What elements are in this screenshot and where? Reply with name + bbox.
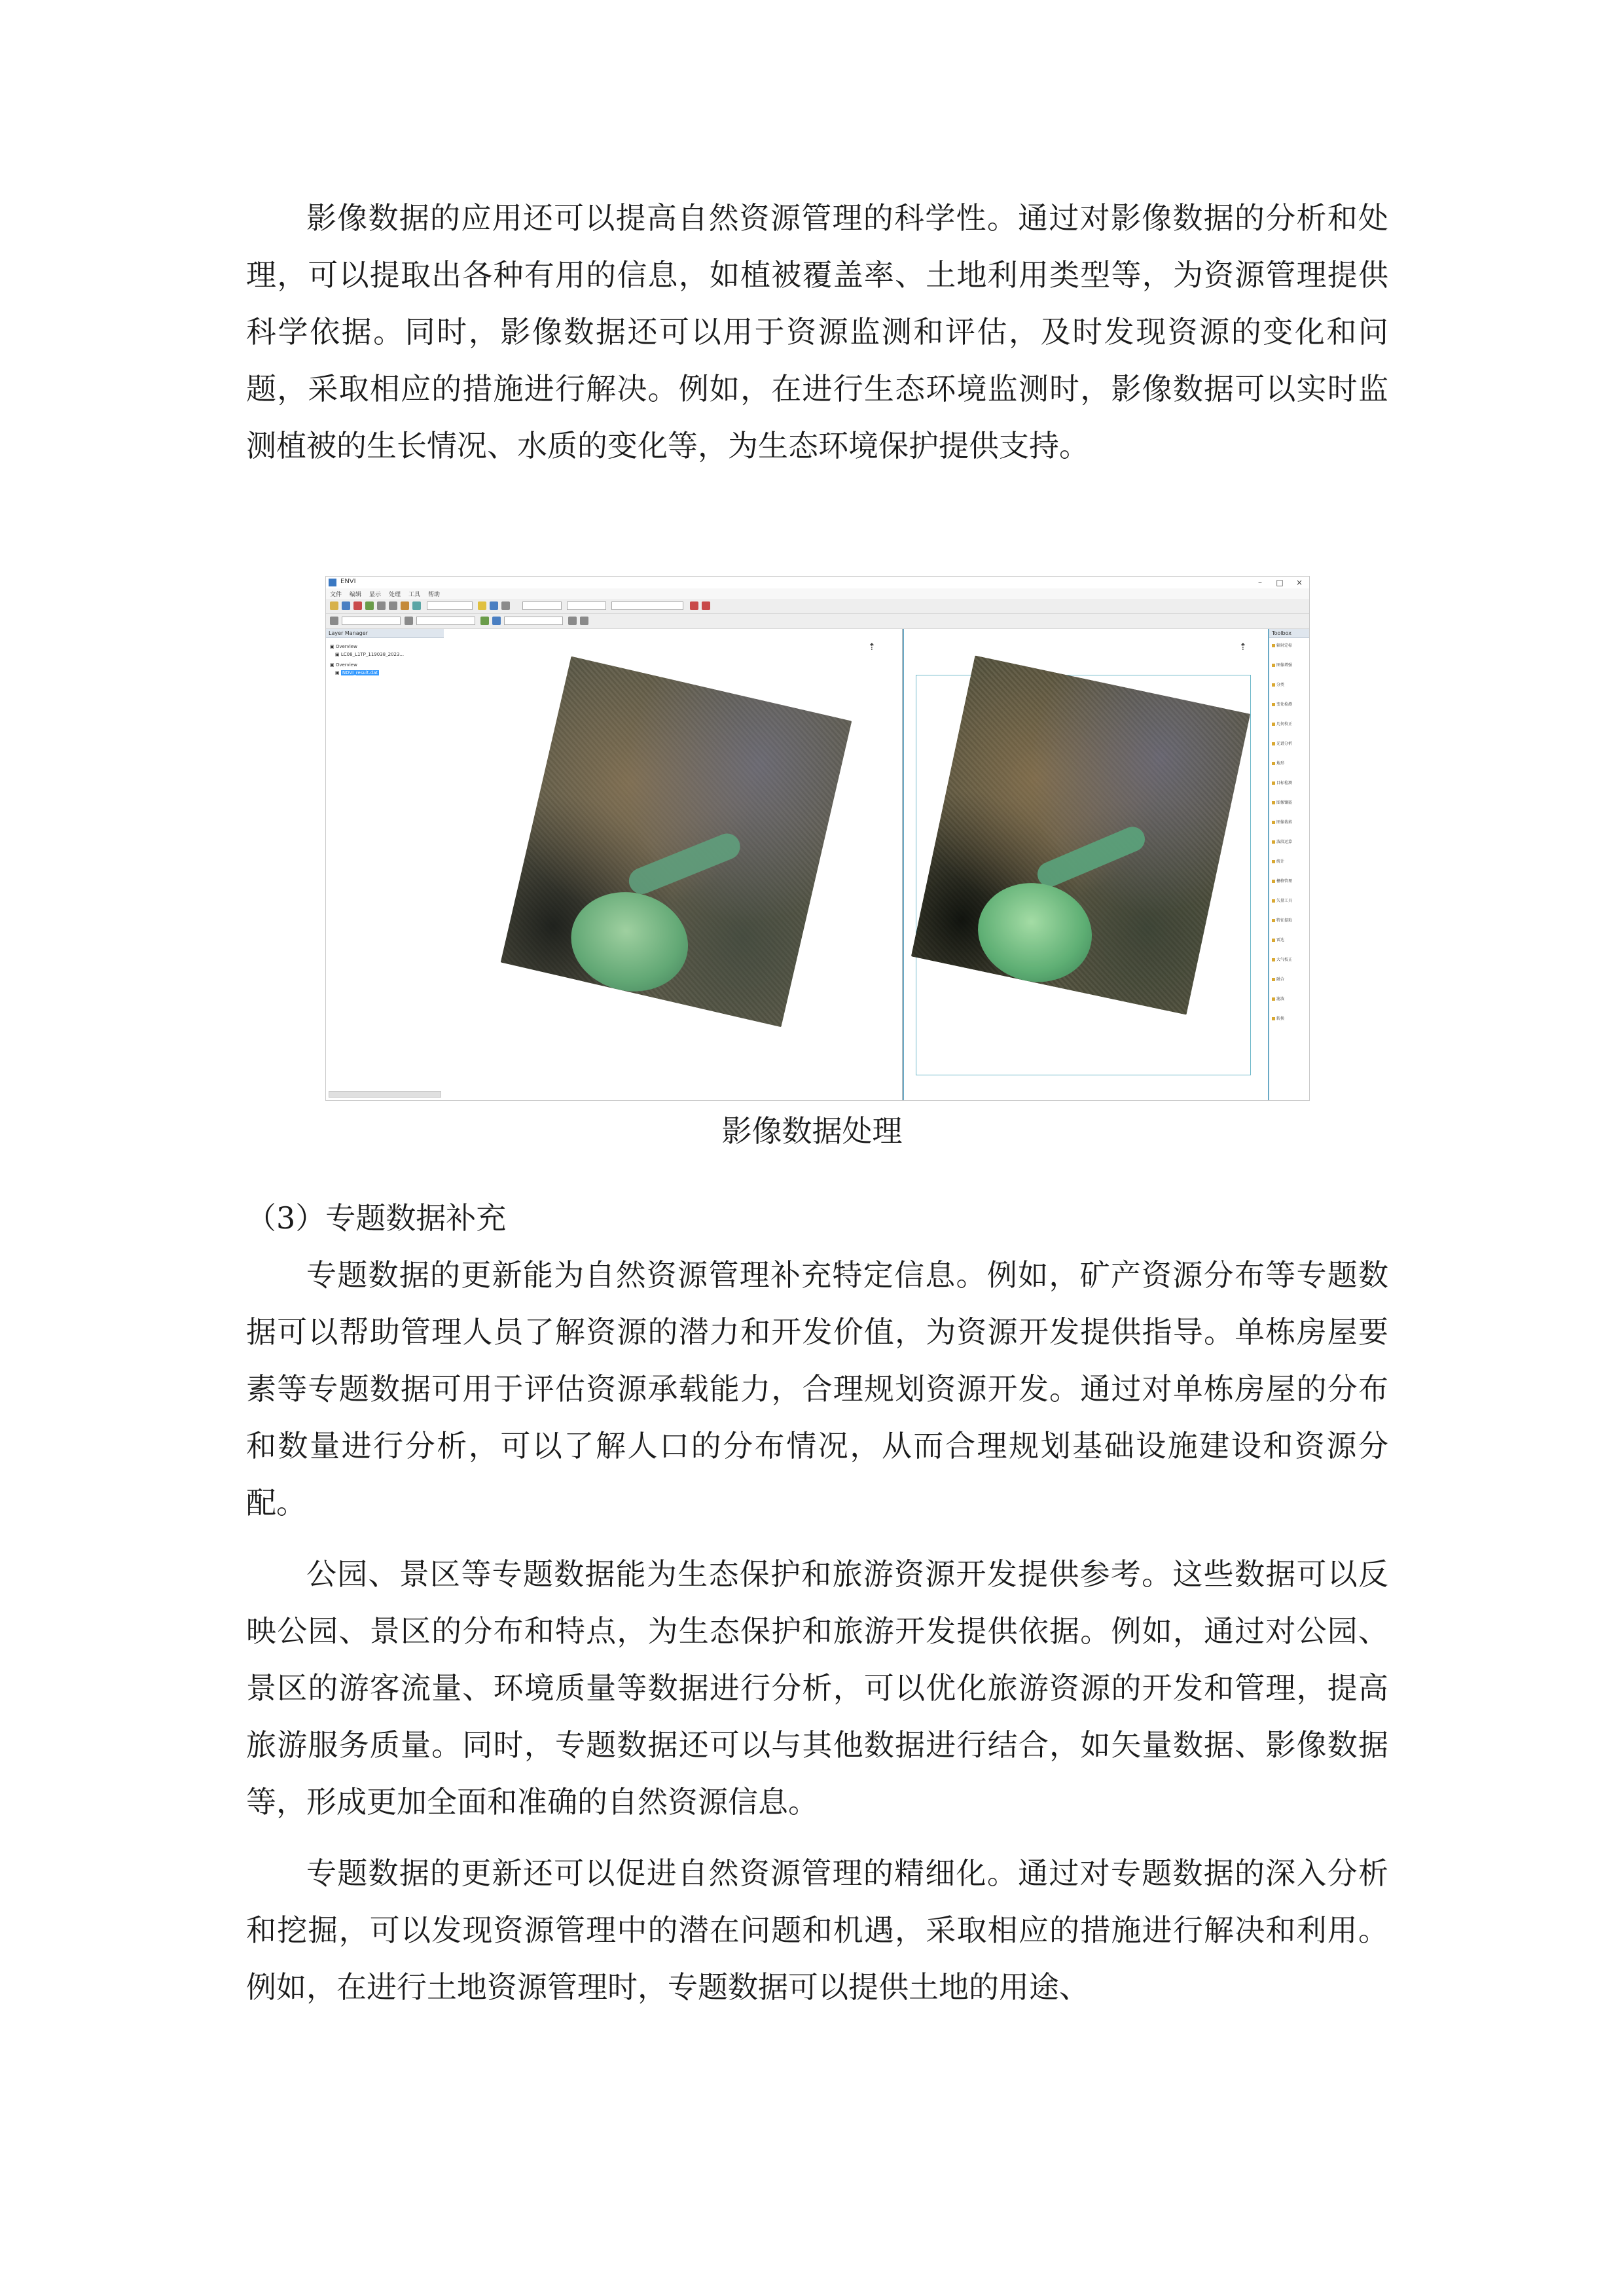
body-text-bottom (246, 1247, 1388, 2030)
toolbox-item-label: 目标检测 (1276, 781, 1293, 785)
toolbox-item[interactable] (1272, 683, 1284, 687)
toolbox-item[interactable] (1272, 840, 1292, 844)
toolbox-item[interactable] (1272, 977, 1284, 982)
toolbox-item[interactable] (1272, 918, 1292, 923)
toolbox-item[interactable] (1272, 781, 1292, 785)
folder-icon (1272, 683, 1275, 687)
toolbox-item[interactable] (1272, 643, 1292, 648)
window-title: ENVI (340, 578, 356, 585)
chip-icon[interactable] (568, 617, 577, 625)
folder-icon (1272, 899, 1275, 903)
horizontal-scrollbar[interactable] (329, 1091, 441, 1098)
menu-item[interactable]: 编辑 (350, 592, 362, 598)
transparency-slider[interactable] (504, 617, 563, 625)
brightness-icon[interactable] (330, 617, 338, 625)
menu-item[interactable]: 文件 (330, 592, 342, 598)
toolbox-item-label: 地形 (1276, 761, 1285, 766)
toolbox-item[interactable] (1272, 800, 1292, 805)
portal-icon[interactable] (580, 617, 588, 625)
menu-bar (326, 588, 1309, 599)
folder-icon (1272, 742, 1275, 745)
maximize-icon[interactable]: □ (1276, 578, 1284, 587)
menu-item[interactable]: 显示 (369, 592, 382, 598)
layer-icon[interactable] (490, 601, 498, 610)
toolbar-display (326, 614, 1309, 629)
toolbox-item[interactable] (1272, 742, 1292, 746)
stop-icon[interactable] (690, 601, 698, 610)
layer-item[interactable]: ▣ Overview (330, 644, 357, 649)
body-text-top (246, 190, 1388, 489)
toolbar-main (326, 599, 1309, 614)
layer-item[interactable]: ▣ LC08_L1TP_119038_2023... (335, 652, 405, 657)
toolbox-item-label: 转换 (1276, 1016, 1285, 1021)
app-icon (329, 579, 336, 586)
layer-item[interactable]: ▣ Overview (330, 662, 357, 668)
folder-icon (1272, 723, 1275, 726)
sharpen-icon[interactable] (480, 617, 489, 625)
toolbox-item[interactable] (1272, 899, 1292, 903)
toolbox-item[interactable] (1272, 702, 1292, 707)
section-heading: （3）专题数据补充 (246, 1200, 507, 1236)
cursor-icon[interactable] (353, 601, 362, 610)
folder-icon (1272, 801, 1275, 804)
stretch-combo[interactable] (522, 601, 562, 610)
north-arrow-icon: ⇡ (868, 642, 876, 653)
toolbox-item[interactable] (1272, 958, 1292, 962)
toolbox-item-label: 波段运算 (1276, 840, 1293, 844)
toolbox-item[interactable] (1272, 722, 1292, 726)
folder-icon (1272, 880, 1275, 883)
transparency-icon[interactable] (492, 617, 501, 625)
toolbox-item-label: 图像裁剪 (1276, 820, 1293, 825)
search-combo[interactable] (611, 601, 683, 610)
toolbox-item-label: 分类 (1276, 683, 1285, 687)
rotate-icon[interactable] (401, 601, 409, 610)
lake-feature (561, 881, 698, 1003)
river-feature (1034, 823, 1149, 890)
toolbox-item[interactable] (1272, 859, 1284, 864)
folder-icon (1272, 781, 1275, 785)
toolbox-item-label: 辐射定标 (1276, 643, 1293, 648)
pan-icon[interactable] (365, 601, 374, 610)
measure-icon[interactable] (501, 601, 510, 610)
grid-icon[interactable] (478, 601, 486, 610)
zoom-out-icon[interactable] (389, 601, 397, 610)
image-view-original[interactable] (444, 629, 903, 1100)
layer-manager-panel (326, 629, 444, 1100)
menu-item[interactable]: 帮助 (428, 592, 441, 598)
toolbox-panel (1269, 629, 1309, 1100)
toolbox-item-label: 大气校正 (1276, 958, 1293, 962)
folder-icon (1272, 664, 1275, 667)
zoom-in-icon[interactable] (377, 601, 386, 610)
contrast-slider[interactable] (416, 617, 475, 625)
folder-icon (1272, 860, 1275, 863)
toolbox-item[interactable] (1272, 761, 1284, 766)
paragraph: 专题数据的更新还可以促进自然资源管理的精细化。通过对专题数据的深入分析和挖掘，可以发现资源管理中的潜在问题和机遇，采取相应的措施进行解决和利用。例如，在进行土地资源管理时，专题数据可以提供土地的用途、 (246, 1856, 1388, 2005)
alert-icon[interactable] (702, 601, 710, 610)
toolbox-item-label: 光谱分析 (1276, 742, 1293, 746)
north-arrow-icon: ⇡ (1239, 642, 1247, 653)
band-combo[interactable] (567, 601, 606, 610)
folder-icon (1272, 840, 1275, 844)
paragraph: 公园、景区等专题数据能为生态保护和旅游资源开发提供参考。这些数据可以反映公园、景区的分布和特点，为生态保护和旅游开发提供依据。例如，通过对公园、景区的游客流量、环境质量等数据进行分析，可以优化旅游资源的开发和管理，提高旅游服务质量。同时，专题数据还可以与其他数据进行结合，如矢量数据、影像数据等，形成更加全面和准确的自然资源信息。 (246, 1556, 1388, 1820)
folder-icon (1272, 821, 1275, 824)
zoom-combo[interactable] (427, 601, 473, 610)
toolbox-item-label: 图像增强 (1276, 663, 1293, 668)
toolbox-item-label: 雷达 (1276, 938, 1285, 942)
minimize-icon[interactable]: – (1258, 578, 1262, 587)
toolbox-item[interactable] (1272, 938, 1284, 942)
toolbox-item-label: 图像镶嵌 (1276, 800, 1293, 805)
paragraph: 影像数据的应用还可以提高自然资源管理的科学性。通过对影像数据的分析和处理，可以提取出各种有用的信息，如植被覆盖率、土地利用类型等，为资源管理提供科学依据。同时，影像数据还可以用于资源监测和评估，及时发现资源的变化和问题，采取相应的措施进行解决。例如，在进行生态环境监测时，影像数据可以实时监测植被的生长情况、水质的变化等，为生态环境保护提供支持。 (246, 200, 1388, 463)
image-view-processed[interactable] (903, 629, 1269, 1100)
save-icon[interactable] (342, 601, 350, 610)
toolbox-item[interactable] (1272, 1016, 1284, 1021)
toolbox-item-label: 栅格管理 (1276, 879, 1293, 884)
menu-item[interactable]: 工具 (408, 592, 421, 598)
layer-item-selected[interactable]: ▣ NDVI_result.dat (335, 670, 378, 675)
toolbox-item[interactable] (1272, 663, 1292, 668)
toolbox-item-label: 滤波 (1276, 997, 1285, 1001)
folder-icon (1272, 978, 1275, 981)
panel-title: Toolbox (1269, 629, 1309, 638)
menu-item[interactable]: 处理 (389, 592, 401, 598)
contrast-icon[interactable] (405, 617, 413, 625)
folder-icon (1272, 644, 1275, 647)
satellite-image (501, 656, 852, 1028)
folder-icon (1272, 997, 1275, 1001)
toolbox-item[interactable] (1272, 879, 1292, 884)
toolbox-item-label: 统计 (1276, 859, 1285, 864)
toolbox-item-label: 几何校正 (1276, 722, 1293, 726)
fit-icon[interactable] (412, 601, 421, 610)
toolbox-item[interactable] (1272, 997, 1284, 1001)
panel-title: Layer Manager (326, 629, 444, 638)
paragraph: 专题数据的更新能为自然资源管理补充特定信息。例如，矿产资源分布等专题数据可以帮助管理人员了解资源的潜力和开发价值，为资源开发提供指导。单栋房屋要素等专题数据可用于评估资源承载能力，合理规划资源开发。通过对单栋房屋的分布和数量进行分析，可以了解人口的分布情况，从而合理规划基础设施建设和资源分配。 (246, 1257, 1388, 1520)
toolbox-item-label: 变化检测 (1276, 702, 1293, 707)
river-feature (625, 829, 744, 898)
close-icon[interactable]: × (1295, 578, 1303, 587)
toolbox-item-label: 矢量工具 (1276, 899, 1293, 903)
window-titlebar (326, 577, 1309, 588)
toolbox-item[interactable] (1272, 820, 1292, 825)
figure-image-processing-screenshot (325, 576, 1310, 1101)
brightness-slider[interactable] (342, 617, 401, 625)
folder-icon (1272, 939, 1275, 942)
folder-icon (1272, 703, 1275, 706)
open-icon[interactable] (330, 601, 338, 610)
folder-icon (1272, 762, 1275, 765)
folder-icon (1272, 919, 1275, 922)
folder-icon (1272, 1017, 1275, 1020)
toolbox-item-label: 融合 (1276, 977, 1285, 982)
toolbox-item-label: 特征提取 (1276, 918, 1293, 923)
figure-caption: 影像数据处理 (721, 1113, 903, 1149)
folder-icon (1272, 958, 1275, 961)
